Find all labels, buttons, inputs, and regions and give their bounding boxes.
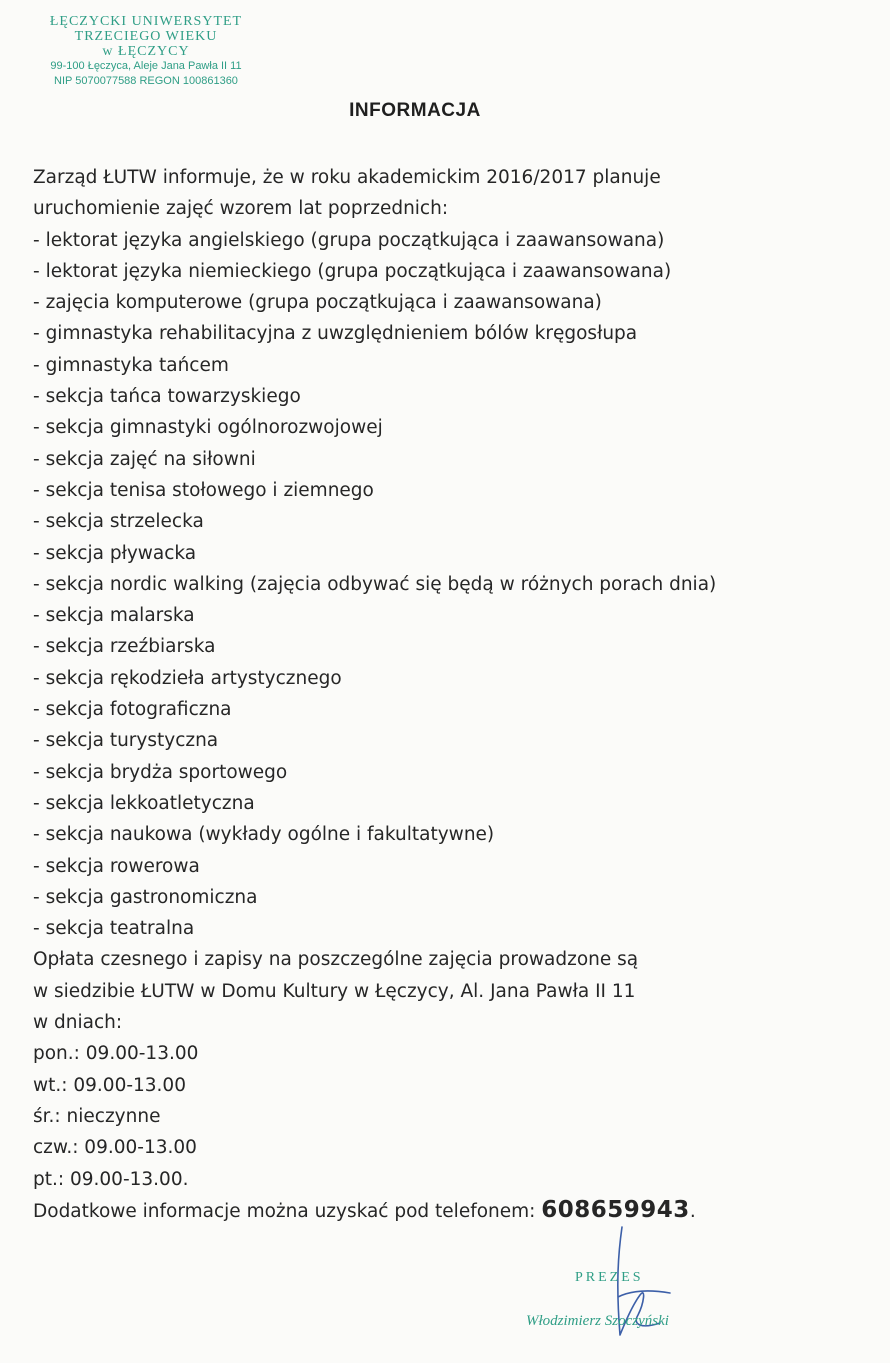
fees-line-2: w siedzibie ŁUTW w Domu Kultury w Łęczycy, Al. Jana Pawła II 11 bbox=[33, 980, 636, 1002]
schedule-tuesday: wt.: 09.00-13.00 bbox=[33, 1074, 186, 1096]
list-item: - sekcja tenisa stołowego i ziemnego bbox=[33, 475, 873, 506]
document-title: INFORMACJA bbox=[349, 100, 481, 121]
list-item: - zajęcia komputerowe (grupa początkująca i zaawansowana) bbox=[33, 287, 873, 318]
list-item: - sekcja teatralna bbox=[33, 913, 873, 944]
list-item: - sekcja turystyczna bbox=[33, 725, 873, 756]
list-item: - sekcja rzeźbiarska bbox=[33, 631, 873, 662]
stamp-line-3: w ŁĘCZYCY bbox=[102, 44, 190, 59]
list-item: - sekcja gastronomiczna bbox=[33, 882, 873, 913]
list-item: - sekcja gimnastyki ogólnorozwojowej bbox=[33, 412, 873, 443]
intro-line-1: Zarząd ŁUTW informuje, że w roku akademickim 2016/2017 planuje bbox=[33, 167, 661, 188]
stamp-line-2: TRZECIEGO WIEKU bbox=[74, 29, 218, 44]
signature-role: PREZES bbox=[575, 1270, 644, 1285]
list-item: - sekcja fotograficzna bbox=[33, 694, 873, 725]
list-item: - sekcja rowerowa bbox=[33, 851, 873, 882]
stamp-line-1: ŁĘCZYCKI UNIWERSYTET bbox=[49, 14, 243, 29]
fees-line-3: w dniach: bbox=[33, 1012, 123, 1034]
list-item: - sekcja naukowa (wykłady ogólne i fakultatywne) bbox=[33, 819, 873, 850]
list-item: - gimnastyka rehabilitacyjna z uwzględnieniem bólów kręgosłupa bbox=[33, 318, 873, 349]
phone-number: 608659943 bbox=[541, 1196, 690, 1223]
list-item: - lektorat języka niemieckiego (grupa początkująca i zaawansowana) bbox=[33, 256, 873, 287]
intro-line-2: uruchomienie zajęć wzorem lat poprzednich: bbox=[33, 198, 449, 220]
list-item: - sekcja brydża sportowego bbox=[33, 757, 873, 788]
contact-text: Dodatkowe informacje można uzyskać pod telefonem: bbox=[33, 1200, 542, 1222]
signature-name: Włodzimierz Szoczyński bbox=[526, 1313, 669, 1329]
activities-list bbox=[33, 225, 873, 945]
stamp-ids: NIP 5070077588 REGON 100861360 bbox=[54, 75, 238, 87]
schedule-monday: pon.: 09.00-13.00 bbox=[33, 1043, 199, 1065]
institution-stamp bbox=[30, 14, 262, 89]
document-body bbox=[33, 162, 873, 1227]
schedule-wednesday: śr.: nieczynne bbox=[33, 1105, 161, 1127]
list-item: - sekcja tańca towarzyskiego bbox=[33, 381, 873, 412]
signature-block bbox=[520, 1265, 720, 1345]
list-item: - sekcja lekkoatletyczna bbox=[33, 788, 873, 819]
list-item: - gimnastyka tańcem bbox=[33, 350, 873, 381]
stamp-address: 99-100 Łęczyca, Aleje Jana Pawła II 11 bbox=[50, 60, 242, 72]
list-item: - sekcja malarska bbox=[33, 600, 873, 631]
schedule-thursday: czw.: 09.00-13.00 bbox=[33, 1137, 197, 1159]
contact-line bbox=[33, 1195, 873, 1227]
list-item: - sekcja rękodzieła artystycznego bbox=[33, 663, 873, 694]
list-item: - sekcja pływacka bbox=[33, 538, 873, 569]
schedule-friday: pt.: 09.00-13.00. bbox=[33, 1168, 189, 1190]
contact-end: . bbox=[689, 1200, 696, 1222]
list-item: - sekcja strzelecka bbox=[33, 506, 873, 537]
list-item: - lektorat języka angielskiego (grupa początkująca i zaawansowana) bbox=[33, 225, 873, 256]
list-item: - sekcja zajęć na siłowni bbox=[33, 444, 873, 475]
list-item: - sekcja nordic walking (zajęcia odbywać się będą w różnych porach dnia) bbox=[33, 569, 873, 600]
fees-line-1: Opłata czesnego i zapisy na poszczególne zajęcia prowadzone są bbox=[33, 949, 639, 971]
